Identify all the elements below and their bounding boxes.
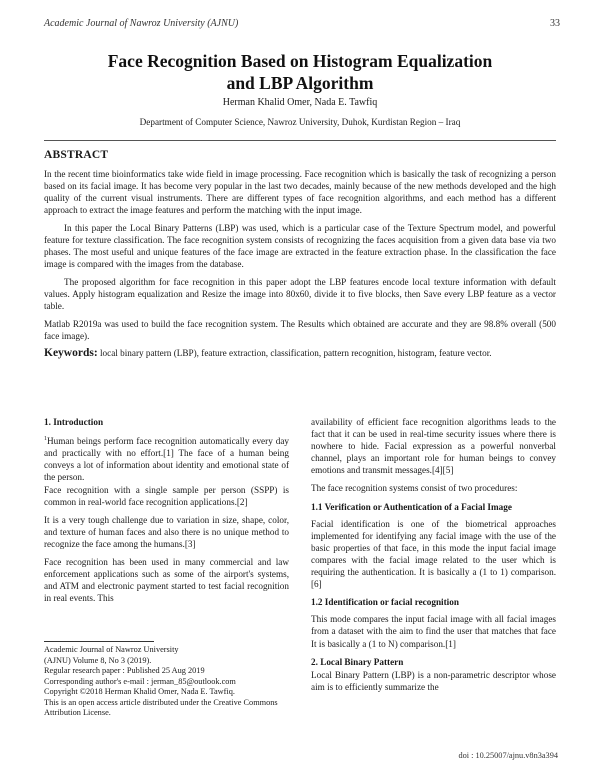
body-paragraph: Local Binary Pattern (LBP) is a non-parametric descriptor whose aim is to efficiently summarize the: [311, 669, 556, 692]
body-paragraph: $^1$Human beings perform face recognition automatically every day and practically with no effort.[1] The face of a human being conveys a lot of information about identity and emotional state of the person.: [44, 436, 289, 483]
abstract-paragraph: Matlab R2019a was used to build the face recognition system. The Results which obtained are accurate and they are 98.8% overall (500 face image).: [44, 319, 556, 341]
title-line-1: Face Recognition Based on Histogram Equalization: [107, 51, 493, 71]
authors: Herman Khalid Omer, Nada E. Tawfiq: [222, 97, 378, 108]
body-paragraph: Face recognition has been used in many commercial and law enforcement applications such as some of the airport's systems, and ATM and electronic payment started to test facial recognition in real events. This: [44, 557, 289, 604]
body-paragraph: Facial identification is one of the biometrical approaches implemented for identifying any facial image with the use of the basic properties of that face, in this mode the input facial image compares with the facial image related to the user which is requiring the authentication. It is basically a (1 to 1) comparison.[6]: [311, 518, 556, 590]
section-heading-introduction: 1. Introduction: [44, 417, 104, 427]
footnote-line: This is an open access article distributed under the Creative Commons Attribution License.: [44, 697, 278, 717]
body-paragraph: The face recognition systems consist of two procedures:: [311, 483, 518, 494]
footnote-line: Regular research paper : Published 25 Aug 2019: [44, 666, 205, 675]
body-paragraph: Face recognition with a single sample per person (SSPP) is common in real-world face recognition applications.[2]: [44, 484, 289, 507]
abstract-paragraph: In this paper the Local Binary Patterns (LBP) was used, which is a particular case of the Texture Spectrum model, and powerful feature for texture classification. The face recognition system consists of recognizing the faces acquisition from a given data base via two phases. The most useful and unique features of the face image are extracted in the feature extraction phase. In the classification the face image is compared with the images from the database.: [44, 223, 556, 269]
footnote-marker: 1: [44, 436, 47, 443]
keywords-label: Keywords:: [44, 347, 98, 359]
right-column: [311, 416, 556, 699]
section-heading-lbp: 2. Local Binary Pattern: [311, 656, 404, 667]
abstract-paragraph: In the recent time bioinformatics take wide field in image processing. Face recognition which is basically the task of recognizing a person based on its facial image. It has become very popular in the last two decades, mainly because of the new methods developed and the high quality of the current visual instruments. There are different types of face recognition algorithms, and each method has a different approach to extract the image features and perform the matching with the input image.: [44, 169, 556, 215]
doi[interactable]: doi : 10.25007/ajnu.v8n3a394: [458, 751, 558, 760]
footnote-divider: [44, 641, 154, 642]
footnote-line: (AJNU) Volume 8, No 3 (2019).: [44, 655, 152, 665]
paper-title: [40, 50, 560, 94]
left-column: [44, 416, 289, 610]
abstract-heading: ABSTRACT: [44, 149, 109, 161]
section-heading-identification: 1.2 Identification or facial recognition: [311, 597, 459, 608]
footnote: [44, 645, 289, 719]
journal-header: Academic Journal of Nawroz University (AJNU): [44, 18, 239, 29]
keywords: [44, 347, 556, 359]
keywords-text: local binary pattern (LBP), feature extraction, classification, pattern recognition, histogram, feature vector.: [97, 348, 492, 358]
abstract-body: [44, 168, 556, 345]
page-number: 33: [550, 18, 560, 29]
abstract-paragraph: The proposed algorithm for face recognition in this paper adopt the LBP features encode local texture information with default values. Apply histogram equalization and Resize the image into 80x60, divide it to five blocks, then Save every LBP feature as a vector table.: [44, 277, 556, 311]
section-heading-verification: 1.1 Verification or Authentication of a Facial Image: [311, 501, 512, 512]
body-paragraph: This mode compares the input facial image with all facial images from a dataset with the aim to find the user that matches that face It is basically a (1 to N) comparison.[1]: [311, 614, 556, 649]
footnote-line: Corresponding author's e-mail : jerman_85@outlook.com: [44, 676, 236, 686]
body-paragraph: It is a very tough challenge due to variation in size, shape, color, and texture of human faces and also there is no unique method to recognize the face among the humans.[3]: [44, 514, 289, 549]
footnote-line: Academic Journal of Nawroz University: [44, 645, 179, 654]
footnote-line: Copyright ©2018 Herman Khalid Omer, Nada E. Tawfiq.: [44, 687, 235, 696]
title-divider: [44, 140, 556, 141]
affiliation: Department of Computer Science, Nawroz University, Duhok, Kurdistan Region – Iraq: [139, 117, 461, 127]
body-paragraph: availability of efficient face recognition algorithms leads to the fact that it can be used in real-time security issues where there is nowhere to hide. Facial expression as a powerful nonverbal channel, plays an important role for human beings to convey emotions and transmit messages.[4][5]: [311, 417, 556, 476]
title-line-2: and LBP Algorithm: [226, 73, 374, 93]
